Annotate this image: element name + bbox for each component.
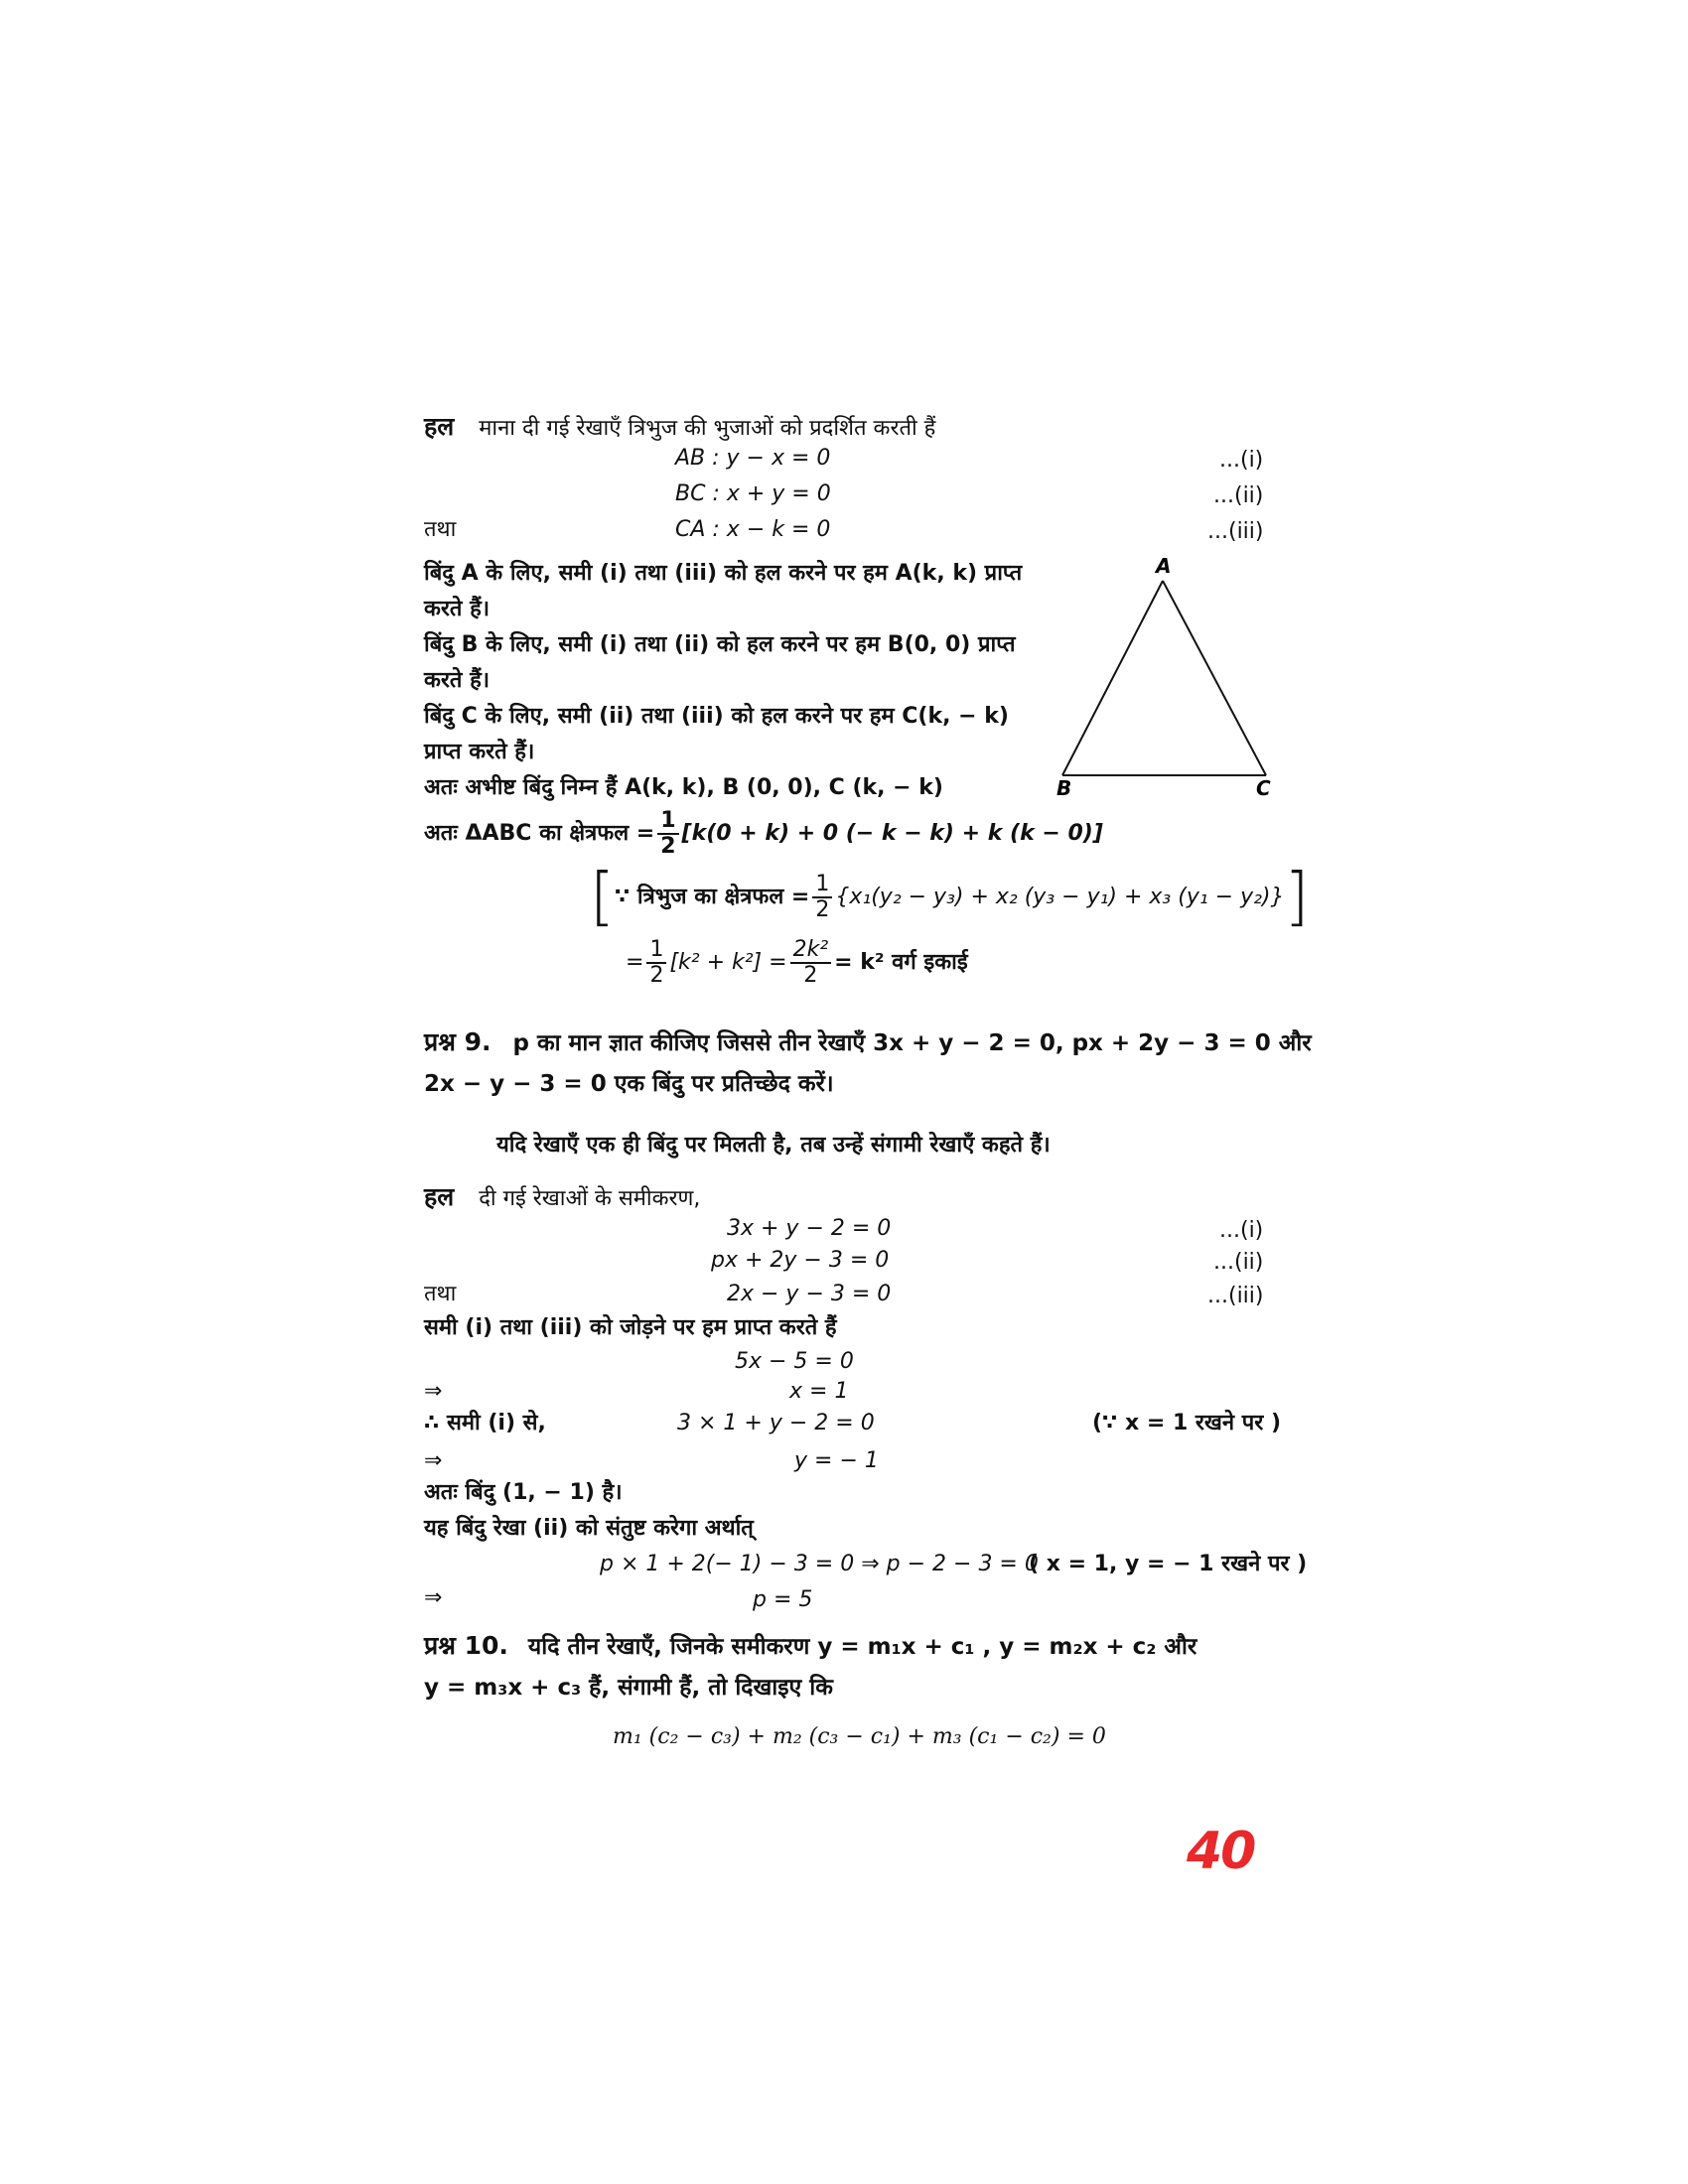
question-10-formula: m₁ (c₂ − c₃) + m₂ (c₃ − c₁) + m₃ (c₁ − c₂) = 0 xyxy=(613,1724,1106,1749)
triangle-figure xyxy=(1053,551,1281,799)
solution-intro xyxy=(424,413,935,443)
area-line xyxy=(424,806,1103,862)
fraction-2k2-over-2: $\frac{\text{2k²}}{2}$ xyxy=(790,938,832,988)
point-b-text: बिंदु B के लिए, समी (i) तथा (ii) को हल करने पर हम B(0, 0) प्राप्त xyxy=(424,632,1016,657)
tatha-label: तथा xyxy=(424,517,457,542)
equation-ab: AB : y − x = 0 xyxy=(675,446,831,471)
question-9-label: प्रश्न 9. xyxy=(424,1027,492,1056)
point-a-text: बिंदु A के लिए, समी (i) तथा (iii) को हल करने पर हम A(k, k) प्राप्त xyxy=(424,561,1023,586)
concurrent-lines-hint: यदि रेखाएँ एक ही बिंदु पर मिलती है, तब उन्हें संगामी रेखाएँ कहते हैं। xyxy=(496,1133,1051,1158)
step-p-substitute: p × 1 + 2(− 1) − 3 = 0 ⇒ p − 2 − 3 = 0 xyxy=(600,1552,1039,1576)
equation-number: ...(ii) xyxy=(1213,483,1264,508)
equals-sign: = xyxy=(626,950,644,975)
fraction-half: $\frac{1}{2}$ xyxy=(657,809,678,859)
point-a-text-cont: करते हैं। xyxy=(424,597,491,621)
page-number: 40 xyxy=(1187,1822,1255,1881)
triangle-side-ac xyxy=(1163,581,1266,775)
question-10-line-2: y = m₃x + c₃ हैं, संगामी हैं, तो दिखाइए कि xyxy=(424,1675,833,1701)
question-10-line-1 xyxy=(424,1632,1196,1661)
equation-number: ...(iii) xyxy=(1207,519,1264,544)
required-points: अतः अभीष्ट बिंदु निम्न हैं A(k, k), B (0, 0), C (k, − k) xyxy=(424,775,943,800)
equation-i: 3x + y − 2 = 0 xyxy=(727,1216,892,1241)
area-rhs: [k(0 + k) + 0 (− k − k) + k (k − 0)] xyxy=(681,821,1103,846)
step-substitute: 3 × 1 + y − 2 = 0 xyxy=(677,1411,875,1435)
triangle-side-ab xyxy=(1062,581,1163,775)
fraction-half: $\frac{1}{2}$ xyxy=(812,873,832,922)
intersection-point: अतः बिंदु (1, − 1) है। xyxy=(424,1480,623,1505)
question-10-label: प्रश्न 10. xyxy=(424,1631,508,1660)
solution-2-intro xyxy=(424,1183,700,1213)
equation-number: ...(i) xyxy=(1219,1218,1264,1243)
question-9-line-1 xyxy=(424,1028,1312,1057)
point-c-text-cont: प्राप्त करते हैं। xyxy=(424,740,535,764)
point-c-text: बिंदु C के लिए, समी (ii) तथा (iii) को हल करने पर हम C(k, − k) xyxy=(424,704,1009,729)
question-10-text: यदि तीन रेखाएँ, जिनके समीकरण y = m₁x + c₁ , y = m₂x + c₂ और xyxy=(527,1634,1197,1660)
left-bracket: [ xyxy=(590,861,615,934)
solution-label: हल xyxy=(424,412,455,441)
equation-ii: px + 2y − 3 = 0 xyxy=(711,1248,890,1273)
result-middle: [k² + k²] = xyxy=(669,950,787,975)
result-end: = k² वर्ग इकाई xyxy=(834,950,968,975)
implies-arrow: ⇒ xyxy=(424,1585,443,1610)
area-lhs: अतः ΔABC का क्षेत्रफल = xyxy=(424,821,655,846)
equation-iii: 2x − y − 3 = 0 xyxy=(727,1282,892,1306)
vertex-a-label: A xyxy=(1156,554,1172,578)
step-5x: 5x − 5 = 0 xyxy=(735,1349,854,1374)
equation-bc: BC : x + y = 0 xyxy=(675,481,831,506)
equation-number: ...(ii) xyxy=(1213,1250,1264,1275)
question-9-line-2: 2x − y − 3 = 0 एक बिंदु पर प्रतिच्छेद करें। xyxy=(424,1071,834,1097)
implies-arrow: ⇒ xyxy=(424,1448,443,1473)
step-x-value: x = 1 xyxy=(789,1379,849,1404)
equation-ca: CA : x − k = 0 xyxy=(675,517,831,542)
area-formula-note xyxy=(590,861,1310,934)
area-result xyxy=(626,933,968,993)
tatha-label: तथा xyxy=(424,1282,457,1306)
solution-intro-text: माना दी गई रेखाएँ त्रिभुज की भुजाओं को प्रदर्शित करती हैं xyxy=(479,416,936,441)
solution-2-intro-text: दी गई रेखाओं के समीकरण, xyxy=(479,1186,701,1211)
substitution-note: (∵ x = 1 रखने पर ) xyxy=(1092,1411,1282,1435)
therefore-text: ∴ समी (i) से, xyxy=(424,1411,546,1435)
step-y-value: y = − 1 xyxy=(794,1448,879,1473)
point-b-text-cont: करते हैं। xyxy=(424,668,491,693)
note-lhs: ∵ त्रिभुज का क्षेत्रफल = xyxy=(614,885,810,909)
adding-equations-text: समी (i) तथा (iii) को जोड़ने पर हम प्राप्त करते हैं xyxy=(424,1315,837,1340)
vertex-b-label: B xyxy=(1056,776,1072,799)
satisfy-text: यह बिंदु रेखा (ii) को संतुष्ट करेगा अर्थात् xyxy=(424,1516,754,1541)
implies-arrow: ⇒ xyxy=(424,1379,443,1404)
fraction-half: $\frac{1}{2}$ xyxy=(646,938,666,988)
right-bracket: ] xyxy=(1284,861,1310,934)
step-p-value: p = 5 xyxy=(753,1587,813,1612)
solution-2-label: हल xyxy=(424,1182,455,1211)
vertex-c-label: C xyxy=(1256,776,1271,799)
substitution-note-2: ( x = 1, y = − 1 रखने पर ) xyxy=(1029,1552,1308,1576)
note-rhs: {x₁(y₂ − y₃) + x₂ (y₃ − y₁) + x₃ (y₁ − y₂)} xyxy=(835,885,1285,909)
question-9-text: p का मान ज्ञात कीजिए जिससे तीन रेखाएँ 3x + y − 2 = 0, px + 2y − 3 = 0 और xyxy=(512,1030,1312,1056)
equation-number: ...(i) xyxy=(1219,448,1264,473)
equation-number: ...(iii) xyxy=(1207,1284,1264,1308)
